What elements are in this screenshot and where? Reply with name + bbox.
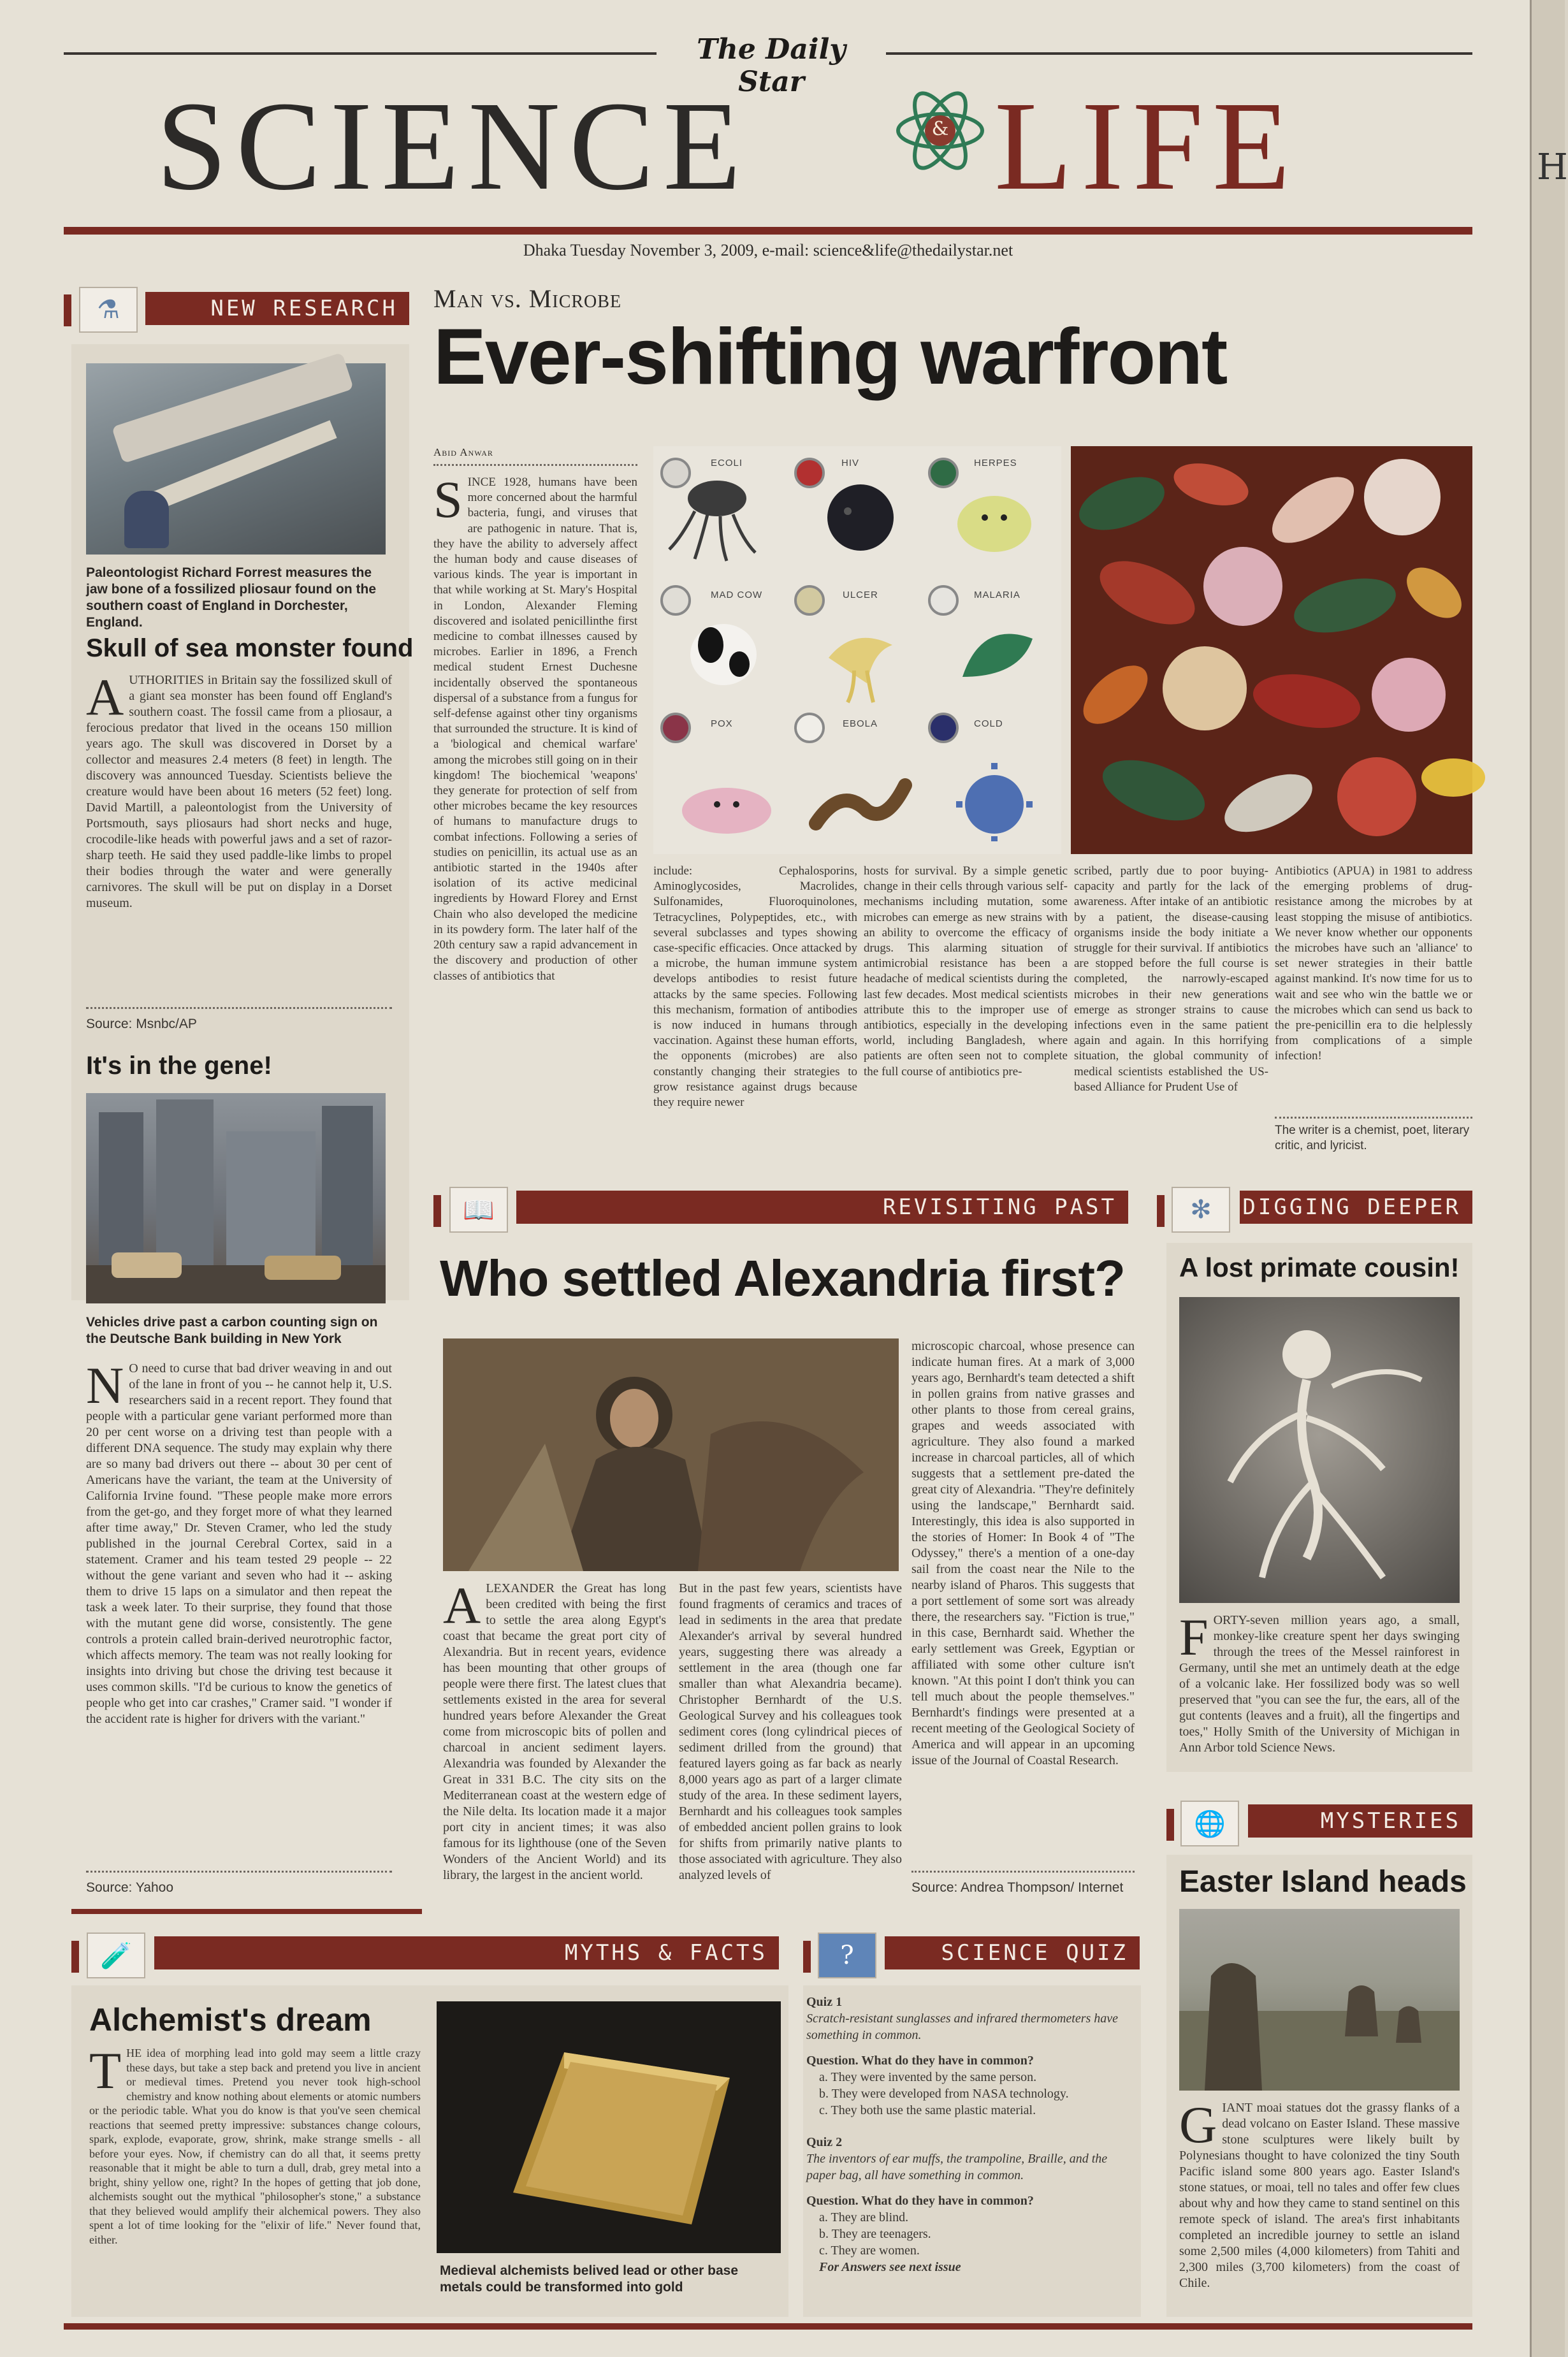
easter-dropcap: G	[1179, 2096, 1217, 2154]
quiz2-option-c: c. They are women.	[819, 2244, 920, 2258]
quiz1-option-a: a. They were invented by the same person.	[819, 2070, 1037, 2084]
alchemist-dropcap: T	[89, 2042, 122, 2100]
gene-dropcap: N	[86, 1356, 124, 1414]
quiz2-option-b: b. They are teenagers.	[819, 2227, 931, 2241]
primate-headline: A lost primate cousin!	[1179, 1252, 1460, 1282]
alexandria-col3: microscopic charcoal, whose presence can indicate human fires. At a mark of 3,000 years ago, Bernhardt's team detected a shift in pollen grains from native grasses and other plants to those from cereal grains, grapes and weeds associated with agriculture. They also found a marked increase in charcoal particles, all of which suggests that a settlement pre-dated the great city of Alexandria. "They're definitely using the landscape," Bernhardt said. Interestingly, this idea is also supported in the stories of Homer: In Book 4 of "The Odyssey," there's a mention of a one-day sail from the coast near the Nile to the nearby island of Pharos. This suggests that a port settlement of some sort was already there, the researchers say. "Fiction is true," in this case, Bernhardt said. Whether the early settlement was Greek, Egyptian or affiliated with some other culture isn't known. "At this point I don't think you can tell much about the people themselves." Bernhardt's findings were presented at a recent meeting of the Geological Society of America and will appear in an upcoming issue of the Journal of Coastal Research.	[911, 1339, 1135, 1767]
microbe-ebola-icon	[790, 709, 918, 845]
microbe-cold-icon	[924, 709, 1052, 845]
dateline: Dhaka Tuesday November 3, 2009, e-mail: science&life@thedailystar.net	[523, 241, 1013, 259]
masthead-rule-right	[886, 52, 1472, 55]
microbe-label-madcow: MAD COW	[711, 590, 763, 600]
alexandria-source: Source: Andrea Thompson/ Internet	[911, 1880, 1124, 1895]
gene-body: O need to curse that bad driver weaving in and out of the lane in front of you -- he cannot help it, U.S. researchers said in a recent report. They found that people with a particular gene variant performed more than 20 per cent worse on a driving test than people with a different DNA sequence. The study may explain why there are so many bad drivers out there -- about 30 per cent of Americans have the variant, the team at the University of California Irvine found. "These people make more errors from the get-go, and they forget more of what they learned after time away," Dr. Steven Cramer, who led the study published in the journal Cerebral Cortex, said in a statement. Cramer and his team tested 29 people -- 22 without the gene variant and seven who had it -- asking them to drive 15 laps on a simulator and then repeat the task a week later. To their surprise, they found that those with the mutant gene did worse, consistently. The gene controls a protein called brain-derived neurotrophic factor, which affects memory. The team was not really looking for insights into driving but chose the driving test because it uses common skills. "I'd be curious to know the genetics of people who get into car crashes," Cramer said. "I wonder if the accident rate is higher for drivers with the variant."	[86, 1361, 392, 1726]
microbe-herpes-icon	[924, 454, 1052, 584]
lead-col4: scribed, partly due to poor buying-capacity and partly for the lack of awareness. After intake of an antibiotic by a patient, the disease-causing organisms inside the body initiate a struggle for their survival. If antibiotics are stopped before the full course is completed, the narrowly-escaped microbes in their new generations emerge as stronger strains to cause infections even in the same patient again and again. In this horrifying situation, the global community of medical scientists established the US-based Alliance for Prudent Use of	[1074, 864, 1268, 1094]
lead-dropcap: S	[433, 470, 463, 528]
quiz2-prompt: The inventors of ear muffs, the trampoline, Braille, and the paper bag, all have something in common.	[806, 2152, 1108, 2182]
skull-dropcap: A	[86, 668, 124, 726]
microscope-icon: ⚗	[79, 287, 138, 333]
moai-photo	[1179, 1909, 1460, 2091]
fossil-primate-photo	[1179, 1297, 1460, 1603]
quiz1-question: Question. What do they have in common?	[806, 2054, 1034, 2068]
skull-body: UTHORITIES in Britain say the fossilized skull of a giant sea monster has been found off England's southern coast. The fossil came from a pliosaur, a ferocious predator that lived in the oceans 150 million years ago. The skull was discovered in Dorset by a collector and measures 2.4 meters (8 feet) in length. The discovery was announced Tuesday. Scientists believe the creature would have been about 16 meters (52 feet) long. David Martill, a paleontologist from the University of Portsmouth, says pliosaurs had short necks and huge, crocodile-like heads with powerful jaws and a set of razor-sharp teeth. He said they used paddle-like limbs to propel their bodies through the water and were generally carnivores. The skull will be put on display in a Dorset museum.	[86, 673, 392, 910]
quiz1-prompt: Scratch-resistant sunglasses and infrared thermometers have something in common.	[806, 2012, 1119, 2042]
alexandria-col2: But in the past few years, scientists have found fragments of ceramics and traces of lead in sediments in the area that predate Alexander's arrival by several hundred years, suggesting there was already a settlement in the area (though one far smaller than what Alexandria became). Christopher Bernhardt of the U.S. Geological Survey and his colleagues took sediment cores (long cylindrical pieces of sediment drilled from the ground) that featured layers going as far back as nearly 8,000 years ago as part of a larger climate study of the area. In these sediment layers, Bernhardt and his colleagues took samples of embedded ancient pollen grains to look for shifts from primarily native plants to those associated with agriculture. They also analyzed levels of	[679, 1581, 902, 1882]
alchemist-headline: Alchemist's dream	[89, 2002, 372, 2038]
title-science: SCIENCE	[156, 76, 750, 217]
primate-body: ORTY-seven million years ago, a small, monkey-like creature spent her days swinging through the trees of the Messel rainforest in Germany, until she met an untimely death at the edge of a volcanic lake. Her fossilized body was so well preserved that "you can see the fur, the ears, all of the gut contents (leaves and a fruit), all the fingertips and toes," Holly Smith of the University of Michigan in Ann Arbor told Science News.	[1179, 1613, 1460, 1755]
section-marker	[71, 1941, 79, 1973]
divider	[911, 1871, 1135, 1873]
alchemist-article	[89, 2042, 421, 2310]
globe-icon: 🌐	[1180, 1801, 1239, 1846]
skull-source: Source: Msnbc/AP	[86, 1017, 197, 1031]
pills-photo	[1071, 446, 1472, 854]
lead-byline: Abid Anwar	[433, 446, 493, 458]
mosaic-photo	[443, 1338, 899, 1571]
alexandria-headline: Who settled Alexandria first?	[440, 1250, 1125, 1307]
lead-headline: Ever-shifting warfront	[433, 313, 1227, 401]
street-photo	[86, 1093, 386, 1303]
lead-col5: Antibiotics (APUA) in 1981 to address the emerging problems of drug-resistance among the microbes by at least stopping the misuse of antibiotics. We never know whether our opponents the microbes have such an 'alliance' to set newer strategies in their battle against mankind. It's now time for us to wait and see who win the battle we or the microbes which can send us back to the pre-penicillin era to die helplessly from complications of a simple infection!	[1275, 864, 1472, 1063]
quiz2-label: Quiz 2	[806, 2135, 843, 2149]
microbe-madcow-icon	[657, 581, 784, 711]
divider	[86, 1007, 392, 1009]
microbe-label-cold: COLD	[974, 718, 1003, 729]
alexandria-col1-text: LEXANDER the Great has long been credited with being the first to settle the area along Egypt's coast that became the great port city of Alexandria. But in recent years, evidence has been mounting that other groups of people were there first. The latest clues that settlements existed in the area for several hundred years before Alexander the Great come from microscopic bits of pollen and charcoal in ancient sediment layers. Alexandria was founded by Alexander the Great in 331 B.C. The city sits on the Mediterranean coast at the western edge of the Nile delta. Its location made it a major port city in ancient times; it was also famous for its lighthouse (one of the Seven Wonders of the Ancient World) and its library, the largest in the ancient world.	[443, 1581, 666, 1882]
tab-digging-deeper: DIGGING DEEPER	[1240, 1191, 1472, 1224]
snowflake-icon: ✻	[1172, 1187, 1230, 1233]
lead-col2: include: Cephalosporins, Aminoglycosides, Macrolides, Sulfonamides, Fluoroquinolones, Tetracyclines, Polypeptides, etc., with several subclasses and types showing case-specific efficacies. Once attacked by a microbe, the human immune system develops antibodies to resist future attacks by the same species. Following this mechanism, formation of antibodies is now induced in humans through vaccination. Against these human efforts, the opponents (microbes) are also constantly changing their strategies to grow resistance against drugs because they require newer	[653, 864, 857, 1110]
quiz2-option-a: a. They are blind.	[819, 2210, 909, 2224]
primate-dropcap: F	[1179, 1608, 1209, 1666]
book-icon: 📖	[449, 1187, 508, 1233]
gene-article	[86, 1356, 392, 1871]
skull-article	[86, 668, 392, 1017]
microbe-hiv-icon	[790, 454, 918, 584]
gold-caption: Medieval alchemists belived lead or other base metals could be transformed into gold	[440, 2263, 739, 2295]
bottom-rule	[64, 2323, 1472, 2330]
tab-mysteries: MYSTERIES	[1248, 1804, 1472, 1838]
microbe-ulcer-icon	[790, 581, 918, 711]
quiz-block	[806, 1994, 1138, 2275]
skull-headline: Skull of sea monster found	[86, 634, 414, 662]
author-note: The writer is a chemist, poet, literary critic, and lyricist.	[1275, 1124, 1470, 1152]
gene-source: Source: Yahoo	[86, 1880, 173, 1895]
street-caption: Vehicles drive past a carbon counting sign on the Deutsche Bank building in New York	[86, 1315, 378, 1346]
microbe-label-ecoli: ECOLI	[711, 458, 743, 468]
gene-headline: It's in the gene!	[86, 1052, 272, 1080]
microbe-label-hiv: HIV	[841, 458, 860, 468]
left-column-rule	[71, 1909, 422, 1914]
tab-revisiting-past: REVISITING PAST	[516, 1191, 1128, 1224]
quiz-answer-note: For Answers see next issue	[819, 2260, 961, 2274]
section-marker	[1157, 1195, 1165, 1227]
microbe-label-pox: POX	[711, 718, 733, 729]
quiz2-question: Question. What do they have in common?	[806, 2194, 1034, 2208]
lead-kicker: Man vs. Microbe	[433, 284, 622, 313]
lab-icon: 🧪	[87, 1933, 145, 1978]
section-marker	[433, 1195, 441, 1227]
easter-article	[1179, 2096, 1460, 2310]
alexandria-col1	[443, 1576, 666, 1922]
next-page-letter: H	[1537, 147, 1568, 188]
title-life: LIFE	[994, 76, 1300, 217]
microbe-label-ulcer: ULCER	[843, 590, 878, 600]
microbe-pox-icon	[657, 709, 784, 845]
microbe-ecoli-icon	[657, 454, 784, 584]
section-marker	[803, 1941, 811, 1973]
tab-myths-facts: MYTHS & FACTS	[154, 1936, 779, 1969]
fossil-photo	[86, 363, 386, 555]
question-icon: ?	[818, 1933, 876, 1978]
section-marker	[64, 294, 71, 326]
title-ampersand: &	[931, 118, 949, 140]
divider	[86, 1871, 392, 1873]
alchemist-body: HE idea of morphing lead into gold may seem a little crazy these days, but take a step back and pretend you live in ancient or medieval times. Pretend you never took high-school chemistry and know nothing about elements or atomic numbers or the periodic table. What you do know is that you've seen chemical reactions that seemed pretty impressive: substances change colours, spark, explode, evaporate, grow, shrink, make strange smells - all before your eyes. Now, if chemistry can do all that, it seems pretty reasonable that it might be able to turn a dull, drab, grey metal into a bright, shiny yellow one, right? In the hopes of getting that job done, alchemists sought out the mythical "philosopher's stone," a substance that they believed would amplify their alchemical powers. They also spent a lot of time looking for the "elixir of life." Never found that, either.	[89, 2047, 421, 2246]
gold-bar-photo	[437, 2001, 781, 2253]
quiz1-option-c: c. They both use the same plastic material.	[819, 2103, 1036, 2117]
divider	[433, 464, 637, 466]
microbe-label-herpes: HERPES	[974, 458, 1017, 468]
quiz1-label: Quiz 1	[806, 1995, 843, 2009]
lead-col1-text: INCE 1928, humans have been more concerned about the harmful bacteria, fungi, and viruses that are pathogenic in nature. That is, they have the ability to adversely affect the human body and cause diseases of various kinds. The year is important in that while working at St. Mary's Hospital in London, Alexander Fleming discovered and isolated penicillinthe first medicine to combat illnesses caused by microbes. Earlier in 1896, a French medical student Ernest Duchesne incidentally observed the spontaneous dispersal of a substance from a fungus for self-defense against other tiny organisms that surrounded the structure. It is kind of a 'biological and chemical warfare' among the microbes still going on in their kingdom! The biochemical 'weapons' they generate for protection of self from other microbes became the key resources of humans to manufacture drugs to combat infections. Following a series of studies on penicillin, its actual use as an antibiotic started in the 1940s after isolation of its active medicinal ingredients by Howard Florey and Ernst Chain who also developed the medicine in its powdery form. The later half of the 20th century saw a rapid advancement in the discovery and production of other classes of antibiotics that	[433, 475, 637, 983]
easter-body: IANT moai statues dot the grassy flanks of a dead volcano on Easter Island. These massive stone sculptures were likely built by Polynesians thought to have colonized the tiny South Pacific island some 800 years ago. Easter Island's stone statues, or moai, tell no tales and offer few clues about why and how they came to stand sentinel on this remote speck of island. The area's first inhabitants completed an incredible journey to settle an island some 2,500 miles (4,000 kilometers) from Tahiti and 2,300 miles (3,700 kilometers) from the coast of Chile.	[1179, 2101, 1460, 2290]
microbe-label-ebola: EBOLA	[843, 718, 878, 729]
paper-name: The Daily Star	[697, 33, 846, 98]
easter-headline: Easter Island heads	[1179, 1865, 1467, 1899]
microbe-label-malaria: MALARIA	[974, 590, 1020, 600]
primate-article	[1179, 1608, 1460, 1772]
fossil-caption: Paleontologist Richard Forrest measures the jaw bone of a fossilized pliosaur found on the southern coast of England in Dorchester, England.	[86, 565, 377, 630]
masthead-rule-left	[64, 52, 657, 55]
tab-science-quiz: SCIENCE QUIZ	[885, 1936, 1140, 1969]
tab-new-research: NEW RESEARCH	[145, 292, 409, 325]
next-page-edge	[1530, 0, 1568, 2357]
microbe-malaria-icon	[924, 581, 1052, 711]
masthead-red-rule	[64, 227, 1472, 235]
divider	[1275, 1117, 1472, 1119]
alexandria-dropcap: A	[443, 1576, 481, 1634]
section-marker	[1166, 1809, 1174, 1841]
quiz1-option-b: b. They were developed from NASA technology.	[819, 2087, 1069, 2101]
lead-col1	[433, 470, 637, 1160]
lead-col3: hosts for survival. By a simple genetic change in their cells through various self-mechanisms including mutation, some microbes can emerge as new strains with an ability to overcome the efficacy of drugs. This alarming situation of antimicrobial resistance has been a headache of medical scientists during the last few decades. Most medical scientists attribute this to the improper use of antibiotics, especially in the developing world, including Bangladesh, where patients are often seen not to complete the full course of antibiotics pre-	[864, 864, 1068, 1078]
